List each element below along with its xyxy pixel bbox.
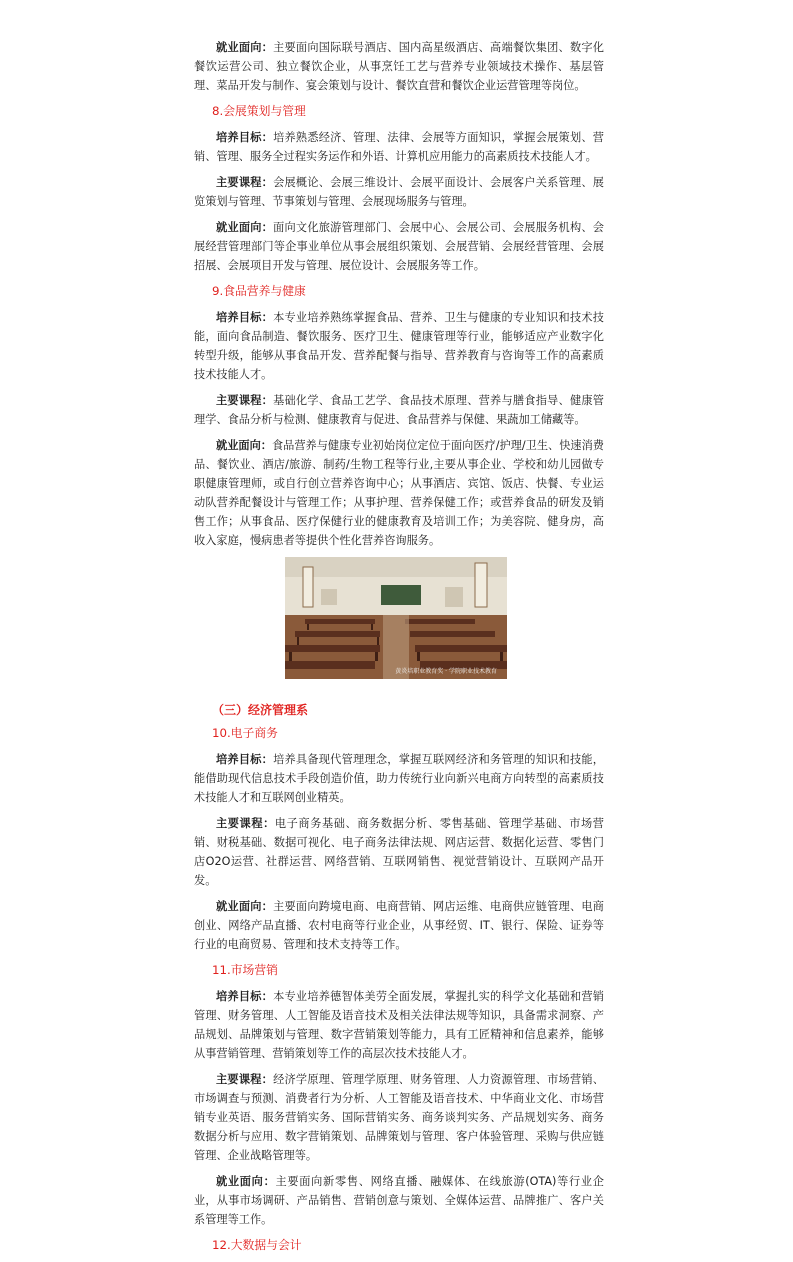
s8-courses-text: 会展概论、会展三维设计、会展平面设计、会展客户关系管理、展览策划与管理、节事策划与管理、会展现场服务与管理。 — [194, 176, 604, 208]
s10-goal-paragraph — [194, 750, 604, 807]
s8-courses-paragraph — [194, 173, 604, 211]
s12-heading: 12.大数据与会计 — [212, 1238, 302, 1252]
s8-courses-label: 主要课程： — [216, 176, 274, 189]
s11-heading: 11.市场营销 — [212, 963, 278, 977]
s8-goal-label: 培养目标： — [216, 131, 274, 144]
s10-courses-paragraph — [194, 814, 604, 890]
s11-goal-paragraph — [194, 987, 604, 1063]
s9-employment-label: 就业面向： — [216, 439, 272, 452]
document-page — [194, 38, 604, 1262]
s11-goal-text: 本专业培养德智体美劳全面发展，掌握扎实的科学文化基础和营销管理、财务管理、人工智能及语音技术及相关法律法规等知识，具备需求洞察、产品规划、品牌策划与管理、数字营销策划等能力，具有工匠精神和信息素养，能够从事营销管理、营销策划等工作的高层次技术技能人才。 — [194, 990, 604, 1060]
s10-goal-label: 培养目标： — [216, 753, 274, 766]
s8-goal-text: 培养熟悉经济、管理、法律、会展等方面知识，掌握会展策划、营销、管理、服务全过程实务运作和外语、计算机应用能力的高素质技术技能人才。 — [194, 131, 604, 163]
s10-employment-paragraph — [194, 897, 604, 954]
s10-employment-text: 主要面向跨境电商、电商营销、网店运维、电商供应链管理、电商创业、网络产品直播、农村电商等行业企业，从事经贸、IT、银行、保险、证券等行业的电商贸易、管理和技术支持等工作。 — [194, 900, 604, 951]
s11-employment-text: 主要面向新零售、网络直播、融媒体、在线旅游(OTA)等行业企业，从事市场调研、产品销售、营销创意与策划、全媒体运营、品牌推广、客户关系管理等工作。 — [194, 1175, 604, 1226]
s9-goal-text: 本专业培养熟练掌握食品、营养、卫生与健康的专业知识和技术技能，面向食品制造、餐饮服务、医疗卫生、健康管理等行业，能够适应产业数字化转型升级，能够从事食品开发、营养配餐与指导、营养教育与咨询等工作的高素质技术技能人才。 — [194, 311, 604, 381]
s8-employment-paragraph — [194, 218, 604, 275]
classroom-photo — [285, 557, 507, 679]
s8-employment-label: 就业面向： — [216, 221, 274, 234]
classroom-illustration — [285, 557, 507, 679]
s8-goal-paragraph — [194, 128, 604, 166]
s11-courses-text: 经济学原理、管理学原理、财务管理、人力资源管理、市场营销、市场调查与预测、消费者行为分析、人工智能及语音技术、中华商业文化、市场营销专业英语、服务营销实务、国际营销实务、商务谈判实务、产品规划实务、商务数据分析与应用、数字营销策划、品牌策划与管理、客户体验管理、采购与供应链管理、企业战略管理等。 — [194, 1073, 604, 1162]
s9-heading: 9.食品营养与健康 — [212, 284, 306, 298]
s10-heading: 10.电子商务 — [212, 726, 278, 740]
s10-courses-label: 主要课程： — [216, 817, 275, 830]
s9-courses-text: 基础化学、食品工艺学、食品技术原理、营养与膳食指导、健康管理学、食品分析与检测、健康教育与促进、食品营养与保健、果蔬加工储藏等。 — [194, 394, 604, 426]
s7-employment-label: 就业面向： — [216, 41, 274, 54]
s11-goal-label: 培养目标： — [216, 990, 274, 1003]
s7-employment-paragraph — [194, 38, 604, 95]
s8-employment-text: 面向文化旅游管理部门、会展中心、会展公司、会展服务机构、会展经营管理部门等企事业单位从事会展组织策划、会展营销、会展经营管理、会展招展、会展项目开发与管理、展位设计、会展服务等工作。 — [194, 221, 604, 272]
s10-goal-text: 培养具备现代管理理念，掌握互联网经济和务管理的知识和技能，能借助现代信息技术手段创造价值，助力传统行业向新兴电商方向转型的高素质技术技能人才和互联网创业精英。 — [194, 753, 604, 804]
department-heading: （三）经济管理系 — [212, 703, 309, 717]
s8-heading: 8.会展策划与管理 — [212, 104, 306, 118]
s11-employment-paragraph — [194, 1172, 604, 1229]
s10-employment-label: 就业面向： — [216, 900, 274, 913]
s11-courses-label: 主要课程： — [216, 1073, 274, 1086]
s9-goal-label: 培养目标： — [216, 311, 274, 324]
photo-watermark: 黄炎培职业教育奖 · 学院职业技术教育 — [395, 668, 497, 675]
s11-employment-label: 就业面向： — [216, 1175, 276, 1188]
s11-courses-paragraph — [194, 1070, 604, 1165]
s9-employment-paragraph — [194, 436, 604, 550]
s7-employment-text: 主要面向国际联号酒店、国内高星级酒店、高端餐饮集团、数字化餐饮运营公司、独立餐饮企业，从事烹饪工艺与营养专业领域技术操作、基层管理、菜品开发与制作、宴会策划与设计、餐饮直营和餐饮企业运营管理等岗位。 — [194, 41, 604, 92]
s9-courses-label: 主要课程： — [216, 394, 274, 407]
s9-goal-paragraph — [194, 308, 604, 384]
s9-employment-text: 食品营养与健康专业初始岗位定位于面向医疗/护理/卫生、快速消费品、餐饮业、酒店/旅游、制药/生物工程等行业,主要从事企业、学校和幼儿园做专职健康管理师，或自行创立营养咨询中心；从事酒店、宾馆、饭店、快餐、专业运动队营养配餐设计与管理工作；从事护理、营养保健工作；或营养食品的研发及销售工作；从事食品、医疗保健行业的健康教育及培训工作；为美容院、健身房，高收入家庭，慢病患者等提供个性化营养咨询服务。 — [194, 439, 604, 547]
s10-courses-text: 电子商务基础、商务数据分析、零售基础、管理学基础、市场营销、财税基础、数据可视化、电子商务法律法规、网店运营、数据化运营、零售门店O2O运营、社群运营、网络营销、互联网销售、视觉营销设计、互联网产品开发。 — [194, 817, 604, 887]
s9-courses-paragraph — [194, 391, 604, 429]
